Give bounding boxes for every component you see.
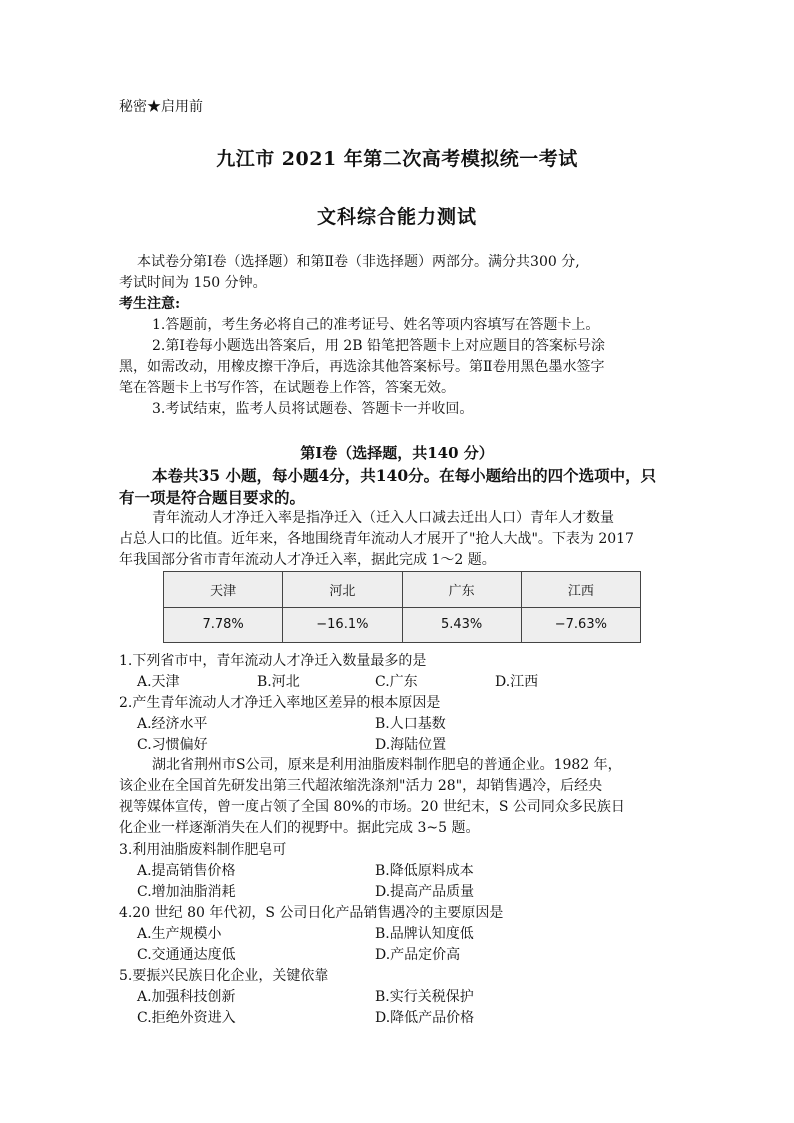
option: D.海陆位置: [375, 737, 447, 753]
option: A.生产规模小: [137, 926, 222, 942]
table-row: [164, 607, 641, 643]
intro-line: 本试卷分第Ⅰ卷（选择题）和第Ⅱ卷（非选择题）两部分。满分共300 分,: [137, 254, 580, 270]
notice-heading: 考生注意:: [119, 296, 181, 312]
table-cell: −7.63%: [521, 607, 640, 643]
passage-line: 视等媒体宣传，曾一度占领了全国 80%的市场。20 世纪末，S 公司同众多民族日: [119, 799, 625, 815]
option: B.实行关税保护: [375, 989, 474, 1005]
question-stem: 4.20 世纪 80 年代初，S 公司日化产品销售遇冷的主要原因是: [119, 905, 504, 921]
question-stem: 5.要振兴民族日化企业，关键依靠: [119, 968, 329, 984]
notice-item: 2.第Ⅰ卷每小题选出答案后，用 2B 铅笔把答题卡上对应题目的答案标号涂: [152, 338, 605, 354]
option: A.加强科技创新: [137, 989, 236, 1005]
option: C.习惯偏好: [137, 737, 208, 753]
passage-line: 青年流动人才净迁入率是指净迁入（迁入人口减去迁出人口）青年人才数量: [152, 510, 614, 526]
option: C.交通通达度低: [137, 947, 236, 963]
passage-line: 年我国部分省市青年流动人才净迁入率，据此完成 1～2 题。: [119, 552, 496, 568]
passage-line: 该企业在全国首先研发出第三代超浓缩洗涤剂"活力 28"，却销售遇冷，后经央: [119, 778, 603, 794]
intro-line: 考试时间为 150 分钟。: [119, 275, 267, 291]
option: A.经济水平: [137, 716, 208, 732]
table-cell: 7.78%: [164, 607, 283, 643]
option: D.产品定价高: [375, 947, 461, 963]
table-cell: 天津: [164, 572, 283, 608]
notice-item: 1.答题前，考生务必将自己的准考证号、姓名等项内容填写在答题卡上。: [152, 317, 600, 333]
table-cell: 河北: [283, 572, 402, 608]
question-stem: 1.下列省市中，青年流动人才净迁入数量最多的是: [119, 653, 427, 669]
table-cell: 江西: [521, 572, 640, 608]
option: B.降低原料成本: [375, 863, 474, 879]
option: D.提高产品质量: [375, 884, 475, 900]
question-stem: 3.利用油脂废料制作肥皂可: [119, 842, 287, 858]
option: A.提高销售价格: [137, 863, 236, 879]
option: C.拒绝外资进入: [137, 1010, 236, 1026]
confidential-label: 秘密★启用前: [119, 99, 203, 115]
notice-item: 黑，如需改动，用橡皮擦干净后，再选涂其他答案标号。第Ⅱ卷用黑色墨水签字: [119, 359, 605, 375]
option: B.人口基数: [375, 716, 446, 732]
option: B.河北: [257, 674, 300, 690]
option: C.广东: [375, 674, 418, 690]
migration-rate-table: [163, 571, 641, 643]
option: B.品牌认知度低: [375, 926, 474, 942]
question-stem: 2.产生青年流动人才净迁入率地区差异的根本原因是: [119, 695, 441, 711]
section-instruction: 本卷共35 小题，每小题4分，共140分。在每小题给出的四个选项中，只: [152, 466, 657, 485]
passage-line: 占总人口的比值。近年来，各地围绕青年流动人才展开了"抢人大战"。下表为 2017: [119, 531, 634, 547]
passage-line: 化企业一样逐渐消失在人们的视野中。据此完成 3~5 题。: [119, 820, 480, 836]
option: D.江西: [495, 674, 539, 690]
notice-item: 笔在答题卡上书写作答，在试题卷上作答，答案无效。: [119, 380, 455, 396]
passage-line: 湖北省荆州市S公司，原来是利用油脂废料制作肥皂的普通企业。1982 年，: [152, 757, 622, 773]
option: C.增加油脂消耗: [137, 884, 236, 900]
exam-title: 九江市 2021 年第二次高考模拟统一考试: [216, 148, 578, 170]
table-cell: 5.43%: [402, 607, 521, 643]
section-instruction: 有一项是符合题目要求的。: [119, 488, 306, 507]
option: A.天津: [137, 674, 180, 690]
notice-item: 3.考试结束，监考人员将试题卷、答题卡一并收回。: [152, 401, 474, 417]
table-cell: 广东: [402, 572, 521, 608]
exam-subtitle: 文科综合能力测试: [316, 206, 477, 228]
table-header-row: [164, 572, 641, 608]
option: D.降低产品价格: [375, 1010, 475, 1026]
table-cell: −16.1%: [283, 607, 402, 643]
section-title: 第Ⅰ卷（选择题，共140 分）: [300, 444, 494, 462]
